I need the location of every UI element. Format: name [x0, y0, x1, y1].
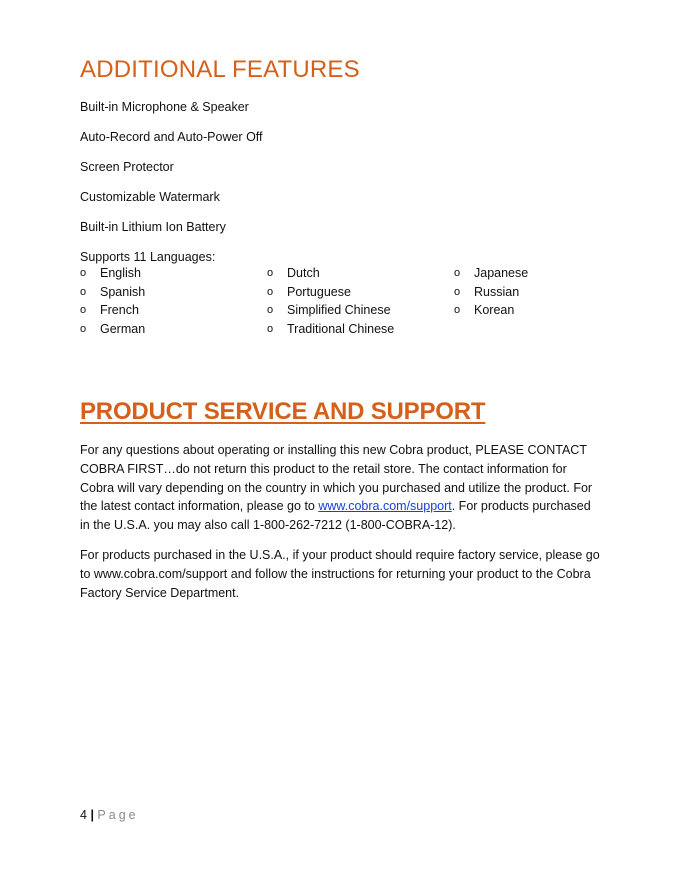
- language-list-column-1: [80, 264, 145, 339]
- language-item: o Spanish: [80, 283, 145, 302]
- page-footer: [80, 808, 139, 822]
- product-service-support-heading: PRODUCT SERVICE AND SUPPORT: [80, 398, 486, 425]
- bullet-icon: o: [267, 285, 274, 298]
- feature-item: Built-in Microphone & Speaker: [80, 100, 249, 114]
- feature-item: Screen Protector: [80, 160, 174, 174]
- language-list-column-2: [267, 264, 394, 339]
- bullet-icon: o: [267, 267, 274, 279]
- bullet-icon: o: [267, 323, 274, 336]
- page-label: Page: [97, 808, 139, 822]
- language-item: o Dutch: [267, 264, 394, 283]
- language-item: o Russian: [454, 283, 528, 302]
- bullet-icon: o: [454, 285, 461, 298]
- language-item: o Simplified Chinese: [267, 301, 394, 320]
- language-item: o Japanese: [454, 264, 528, 283]
- bullet-icon: o: [80, 285, 87, 298]
- bullet-icon: o: [267, 304, 274, 317]
- language-item: o Traditional Chinese: [267, 320, 394, 339]
- language-item: o French: [80, 301, 145, 320]
- page-number: 4: [80, 808, 87, 822]
- languages-intro: Supports 11 Languages:: [80, 250, 216, 264]
- support-link[interactable]: www.cobra.com/support: [318, 499, 452, 514]
- bullet-icon: o: [80, 304, 87, 317]
- feature-item: Customizable Watermark: [80, 190, 220, 204]
- language-item: o Portuguese: [267, 283, 394, 302]
- language-item: o German: [80, 320, 145, 339]
- bullet-icon: o: [454, 304, 461, 317]
- support-paragraph-1: For any questions about operating or installing this new Cobra product, PLEASE CONTACT COBRA FIRST…do not return this product to the retail store. The contact information for Cobra will vary depending on the country in which you purchased and utilize the product. For the latest contact information, please go to www.cobra.com/support. For products purchased in the U.S.A. you may also call 1-800-262-7212 (1-800-COBRA-12).: [80, 443, 593, 533]
- bullet-icon: o: [80, 267, 87, 279]
- feature-item: Auto-Record and Auto-Power Off: [80, 130, 263, 144]
- support-paragraph-2: For products purchased in the U.S.A., if your product should require factory service, please go to www.cobra.com/support and follow the instructions for returning your product to the Cobra Factory Service Department.: [80, 548, 600, 600]
- footer-separator: |: [90, 808, 94, 822]
- bullet-icon: o: [80, 323, 87, 336]
- language-item: o Korean: [454, 301, 528, 320]
- language-item: o English: [80, 264, 145, 283]
- bullet-icon: o: [454, 267, 461, 279]
- language-list-column-3: [454, 264, 528, 320]
- additional-features-heading: ADDITIONAL FEATURES: [80, 56, 360, 83]
- feature-item: Built-in Lithium Ion Battery: [80, 220, 226, 234]
